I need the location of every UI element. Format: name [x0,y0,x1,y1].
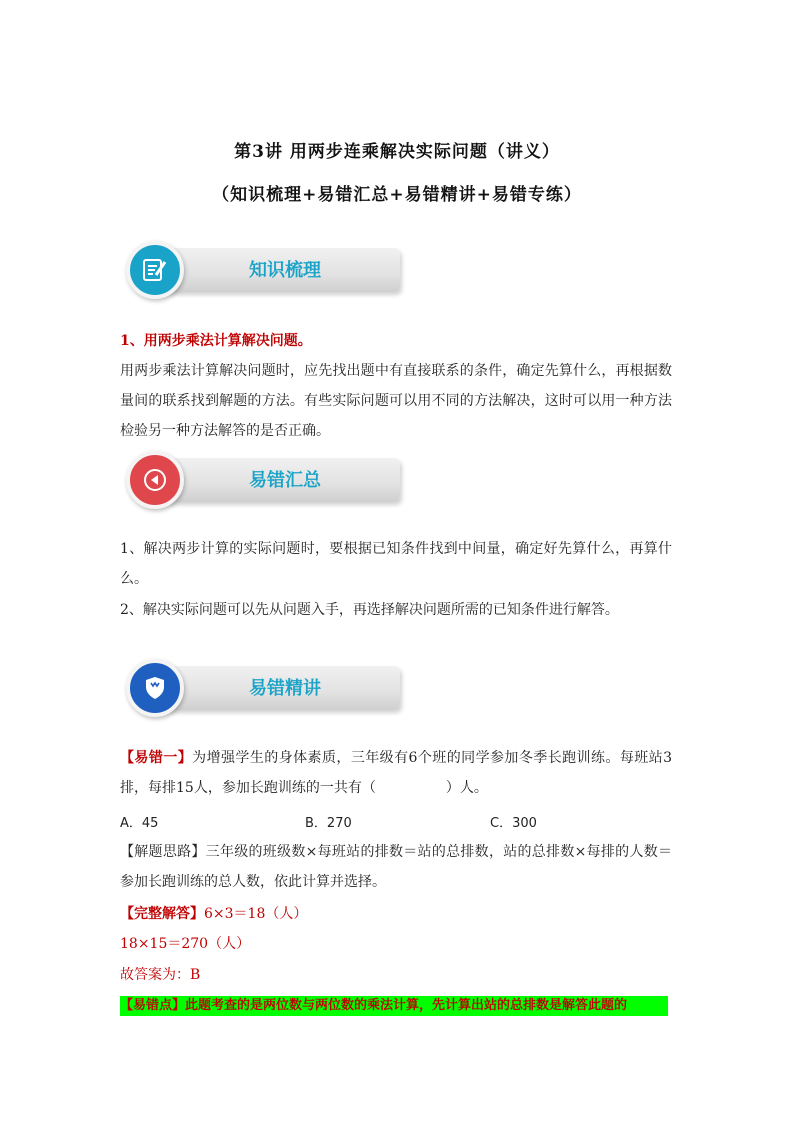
page-title: 第3讲 用两步连乘解决实际问题（讲义） [234,142,560,162]
example-tag: 【易错一】 [120,750,193,766]
answer-tag: 【完整解答】 [120,906,204,922]
answer-text-1: 6×3＝18（人） [204,906,308,922]
banner-label: 易错汇总 [249,470,321,490]
section-banner-knowledge [120,241,400,303]
summary-item-1: 1、解决两步计算的实际问题时，要根据已知条件找到中间量，确定好先算什么，再算什么。 [120,541,672,587]
knowledge-heading: 1、用两步乘法计算解决问题。 [120,333,312,349]
banner-bar [150,458,400,502]
answer-line-1 [120,899,672,929]
choice-c: C．300 [490,816,537,831]
banner-label: 易错精讲 [249,678,321,698]
banner-bar [150,248,400,292]
section-banner-explain [120,659,400,721]
page-subtitle: （知识梳理+易错汇总+易错精讲+易错专练） [212,185,582,205]
question-text-a: 为增强学生的身体素质，三年级有6个班的同学参加冬季长跑训练。每班站3排，每排15人，参加长跑训练的一共有（ [120,750,673,796]
play-arrow-icon [126,451,184,509]
choice-a: A．45 [120,816,159,831]
pitfall-highlight: 【易错点】此题考查的是两位数与两位数的乘法计算，先计算出站的总排数是解答此题的 [120,996,668,1016]
answer-line-3: 故答案为：B [120,967,201,983]
question-text-b: ）人。 [445,780,488,796]
thinking-text: 三年级的班级数×每班站的排数＝站的总排数，站的总排数×每排的人数＝参加长跑训练的总人数，依此计算并选择。 [120,844,672,890]
shield-icon [126,659,184,717]
knowledge-body: 用两步乘法计算解决问题时，应先找出题中有直接联系的条件，确定先算什么，再根据数量间的联系找到解题的方法。有些实际问题可以用不同的方法解决，这时可以用一种方法检验另一种方法解答的是否正确。 [120,363,672,439]
thinking-tag: 【解题思路】 [120,844,206,860]
choice-b: B．270 [305,816,352,831]
banner-bar [150,666,400,710]
answer-line-2: 18×15＝270（人） [120,936,251,952]
section-banner-summary [120,451,400,513]
notepad-pencil-icon [126,241,184,299]
thinking-paragraph [120,837,672,897]
banner-label: 知识梳理 [249,260,321,280]
summary-item-2: 2、解决实际问题可以先从问题入手，再选择解决问题所需的已知条件进行解答。 [120,602,619,618]
example-question [120,743,672,803]
